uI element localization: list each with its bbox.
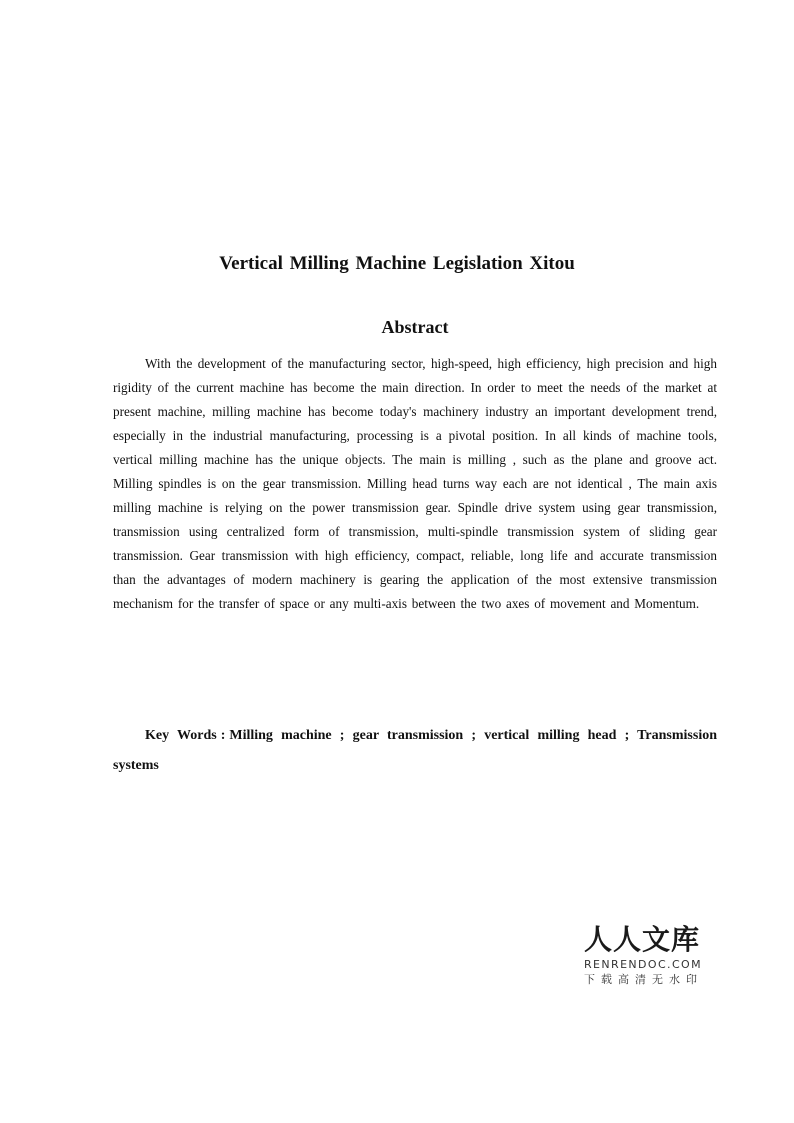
keywords-paragraph <box>113 721 717 781</box>
keywords-separator: : <box>220 728 226 743</box>
watermark-brand-text: 人人文库 <box>584 923 701 956</box>
abstract-heading: Abstract <box>381 317 449 337</box>
keywords-list: Milling machine ; gear transmission ; vertical milling head ; Transmission systems <box>113 728 718 773</box>
abstract-paragraph: With the development of the manufacturing sector, high-speed, high efficiency, high precision and high rigidity of the current machine has become the main direction. In order to meet the needs of the market at present machine, milling machine has become today's machinery industry an important development trend, especially in the industrial manufacturing, processing is a pivotal position. In all kinds of machine tools, vertical milling machine has the unique objects. The main is milling , such as the plane and groove act. Milling spindles is on the gear transmission. Milling head turns way each are not identical , The main axis milling machine is relying on the power transmission gear. Spindle drive system using gear transmission, transmission using centralized form of transmission, multi-spindle transmission system of sliding gear transmission. Gear transmission with high efficiency, compact, reliable, long life and accurate transmission than the advantages of modern machinery is gearing the application of the most extensive transmission mechanism for the transfer of space or any multi-axis between the two axes of movement and Momentum. <box>113 356 717 611</box>
keywords-label: Key Words <box>145 728 217 743</box>
document-title: Vertical Milling Machine Legislation Xitou <box>219 253 575 274</box>
renrendoc-watermark-logo <box>584 922 714 992</box>
watermark-tagline-text: 下载高清无水印 <box>584 973 703 986</box>
watermark-domain-text: RENRENDOC.COM <box>584 958 702 971</box>
